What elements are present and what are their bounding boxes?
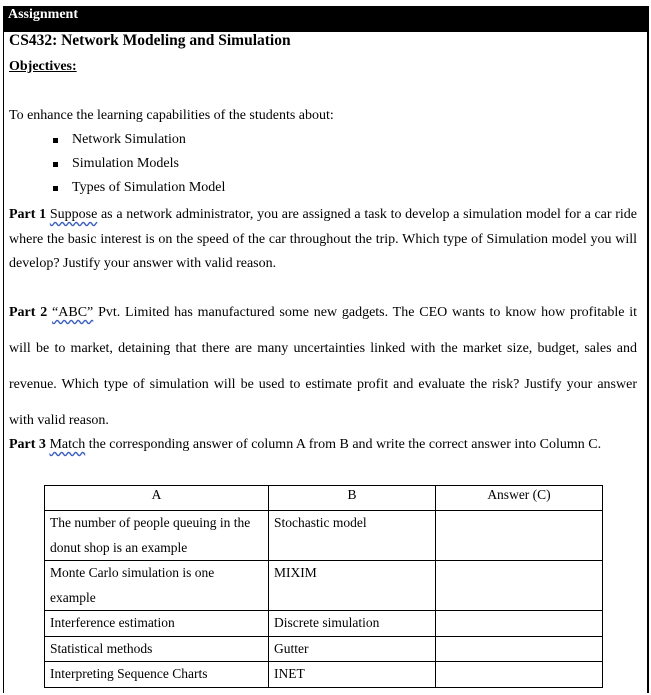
objectives-intro: To enhance the learning capabilities of the students about: <box>9 108 334 123</box>
cell-b: Discrete simulation <box>269 611 436 637</box>
part-1-text: as a network administrator, you are assigned a task to develop a simulation model for a car ride where the basic interest is on the speed of the car throughout the trip. Which type of Simulation model you will develop? Justify your answer with valid reason. <box>9 207 638 271</box>
part-2-first-word: “ABC” <box>52 305 94 320</box>
part-2-text: Pvt. Limited has manufactured some new gadgets. The CEO wants to know how profitable it will be to market, detaining that there are many uncertainties linked with the market size, budget, sales and revenue. Which type of simulation will be used to estimate profit and evaluate the risk? Justify your answer with valid reason. <box>9 305 638 428</box>
part-2-label: Part 2 <box>9 305 48 320</box>
answer-cell[interactable] <box>436 611 603 637</box>
answer-cell[interactable] <box>436 511 603 561</box>
part-3-text: the corresponding answer of column A from B and write the correct answer into Column C. <box>85 437 602 452</box>
matching-table <box>44 485 603 688</box>
cell-a: Interpreting Sequence Charts <box>45 662 269 688</box>
part-2-question <box>9 295 637 439</box>
answer-cell[interactable] <box>436 636 603 662</box>
cell-b: Stochastic model <box>269 511 436 561</box>
table-row <box>45 662 603 688</box>
part-3-label: Part 3 <box>9 437 46 452</box>
objective-item: Network Simulation <box>0 131 225 155</box>
cell-a: Statistical methods <box>45 636 269 662</box>
square-bullet-icon <box>53 186 58 191</box>
part-1-question <box>9 203 637 277</box>
cell-a: Interference estimation <box>45 611 269 637</box>
part-1-first-word: Suppose <box>49 207 98 222</box>
table-row <box>45 511 603 561</box>
cell-b: INET <box>269 662 436 688</box>
cell-b: Gutter <box>269 636 436 662</box>
cell-a: Monte Carlo simulation is one example <box>45 561 269 611</box>
table-header-row <box>45 486 603 511</box>
answer-cell[interactable] <box>436 561 603 611</box>
part-3-first-word: Match <box>49 437 86 452</box>
course-title: CS432: Network Modeling and Simulation <box>9 32 291 49</box>
assignment-header: Assignment <box>3 6 649 32</box>
objectives-list <box>0 131 225 203</box>
column-b-header: B <box>269 486 436 511</box>
part-1-label: Part 1 <box>9 207 47 222</box>
cell-b: MIXIM <box>269 561 436 611</box>
objective-item: Types of Simulation Model <box>0 179 225 203</box>
answer-cell[interactable] <box>436 662 603 688</box>
part-3-question <box>9 436 637 454</box>
square-bullet-icon <box>53 138 58 143</box>
square-bullet-icon <box>53 162 58 167</box>
table-row <box>45 636 603 662</box>
column-a-header: A <box>45 486 269 511</box>
table-row <box>45 611 603 637</box>
objective-item: Simulation Models <box>0 155 225 179</box>
column-c-header: Answer (C) <box>436 486 603 511</box>
cell-a: The number of people queuing in the donut shop is an example <box>45 511 269 561</box>
table-row <box>45 561 603 611</box>
objectives-heading: Objectives: <box>9 59 77 74</box>
